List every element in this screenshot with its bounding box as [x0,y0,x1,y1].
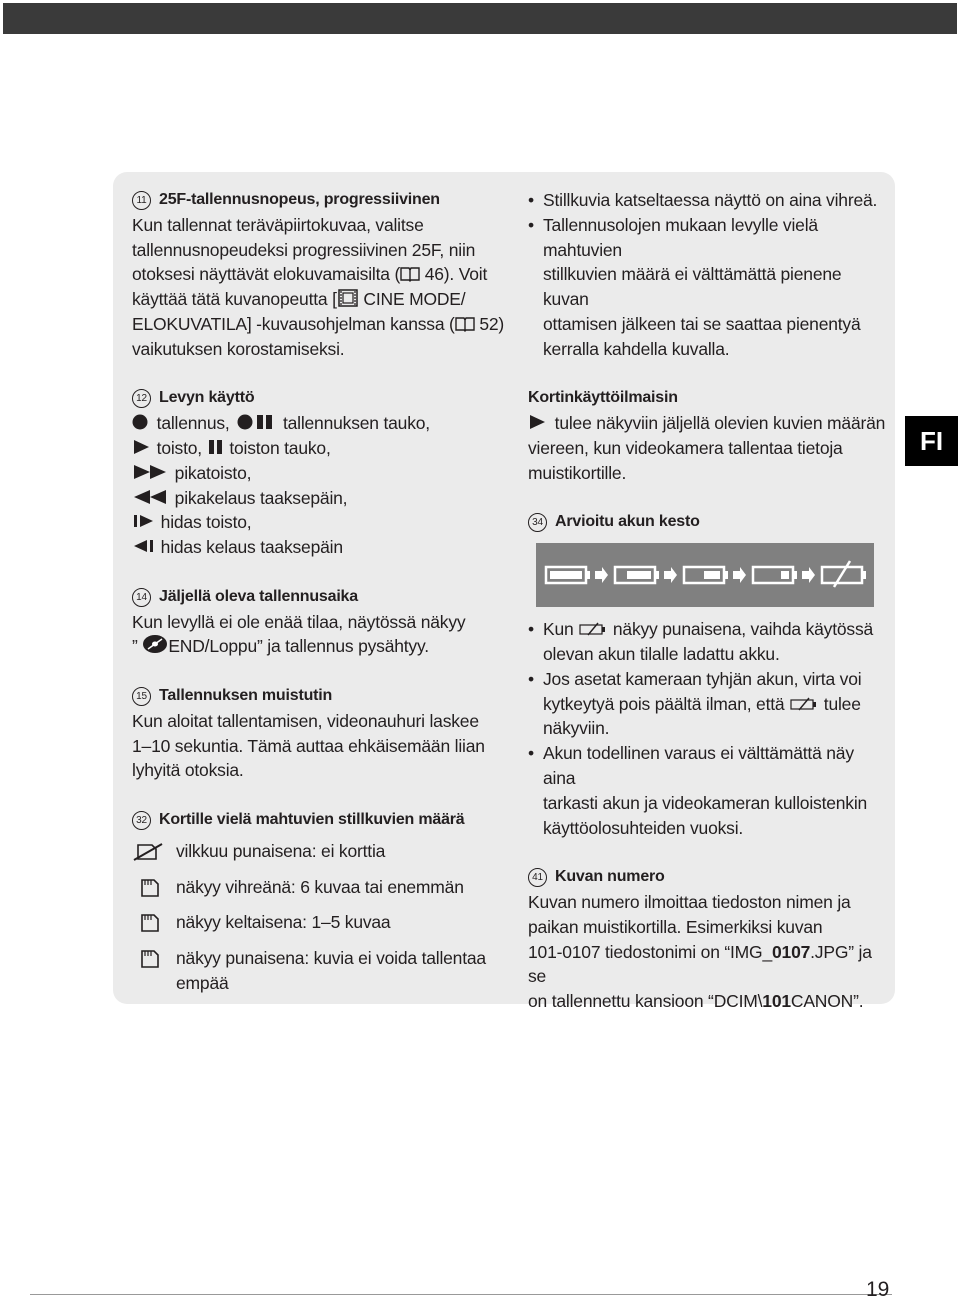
battery-level-icon [753,567,797,583]
battery-levels-graphic [536,543,874,607]
rewind-icon [132,488,170,506]
section-41: 41 Kuvan numero Kuvan numero ilmoittaa tiedoston nimen ja paikan muistikortilla. Esimerkiksi kuvan 101-0107 tiedostonimi on “IMG_0107.JPG” ja se on tallennettu kansioon “DCIM\101CANON”. [528,865,890,1014]
disc-icon [142,634,168,654]
play-icon [132,438,152,456]
cine-film-icon [337,289,359,307]
book-icon [455,316,475,332]
card-status-row: näkyy vihreänä: 6 kuvaa tai enemmän [132,875,512,905]
still-notes: • Stillkuvia katseltaessa näyttö on aina vihreä. • Tallennusolojen mukaan levylle vielä mahtuvien stillkuvien määrä ei välttämättä pienene kuvan ottamisen jälkeen tai se saattaa pienentyä kerralla kahdella kuvalla. [528,188,890,362]
section-32 [132,808,512,996]
section-14: 14 Jäljellä oleva tallennusaika Kun levyllä ei ole enää tilaa, näytössä näkyy ” END/Loppu” ja tallennus pysähtyy. [132,585,512,659]
battery-level-icon [615,567,659,583]
section-15: 15 Tallennuksen muistutin Kun aloitat tallentamisen, videonauhuri laskee 1–10 sekuntia. Tämä auttaa ehkäisemään liian lyhyitä otoksia. [132,684,512,783]
card-status-row: näkyy keltaisena: 1–5 kuvaa [132,910,512,940]
record-pause-icon [234,413,278,431]
battery-level-icon [822,561,866,587]
left-column [132,188,512,1021]
page-number: 19 [866,1278,890,1301]
section-34-heading: 34 Arvioitu akun kesto [528,510,890,535]
section-34 [528,510,890,607]
card-access-heading: Kortinkäyttöilmaisin [528,389,678,407]
section-11: 11 25F-tallennusnopeus, progressiivinen Kun tallennat teräväpiirtokuvaa, valitse tallennusnopeudeksi progressiivinen 25F, niin otoksesi näyttävät elokuvamaisilta ( 46). Voit käyttää tätä kuvanopeutta [ CINE MODE/ ELOKUVATILA] -kuvausohjelman kanssa ( 52) vaikutuksen korostamiseksi. [132,188,512,362]
fast-forward-icon [132,463,170,481]
memory-card-icon [132,913,166,933]
arrow-right-icon [595,567,608,583]
section-14-heading: 14 Jäljellä oleva tallennusaika [132,585,512,610]
arrow-right-icon [802,567,815,583]
card-status-row: näkyy punaisena: kuvia ei voida tallentaa empää [132,946,512,996]
section-12: 12 Levyn käyttö tallennus, tallennuksen tauko, toisto, toiston tauko, pikatoisto, pikakelaus taaksepäin, hidas toisto, hidas kelaus taaksepäin [132,386,512,560]
pause-icon [207,438,225,456]
empty-battery-icon [789,696,819,712]
battery-level-icon [546,567,590,583]
memory-card-icon [132,878,166,898]
language-tab: FI [905,416,958,466]
footer-rule [30,1294,892,1295]
slow-play-icon [132,512,156,530]
arrow-right-icon [664,567,677,583]
card-status-row: vilkkuu punaisena: ei korttia [132,839,512,869]
right-column [528,188,890,1039]
section-32-heading: 32 Kortille vielä mahtuvien stillkuvien määrä [132,808,512,833]
memory-card-icon [132,949,166,969]
battery-level-icon [684,567,728,583]
no-card-icon [132,842,166,862]
top-bar [3,3,957,34]
section-12-heading: 12 Levyn käyttö [132,386,512,411]
battery-level-strip [536,543,874,607]
book-icon [400,266,420,282]
section-11-heading: 11 25F-tallennusnopeus, progressiivinen [132,188,512,213]
empty-battery-icon [578,621,608,637]
slow-reverse-icon [132,537,156,555]
section-15-heading: 15 Tallennuksen muistutin [132,684,512,709]
play-icon [528,413,550,431]
battery-notes: • Kun näkyy punaisena, vaihda käytössä olevan akun tilalle ladattu akku. • Jos asetat kameraan tyhjän akun, virta voi kytkeytyä pois päältä ilman, että tulee näkyviin. • Akun todellinen varaus ei välttämättä näy aina tarkasti akun ja videokameran kulloistenkin käyttöolosuhteiden vuoksi. [528,617,890,840]
card-access-section: Kortinkäyttöilmaisin tulee näkyviin jäljellä olevien kuvien määrän viereen, kun videokamera tallentaa tietoja muistikortille. [528,386,890,485]
record-icon [132,413,152,431]
section-41-heading: 41 Kuvan numero [528,865,890,890]
arrow-right-icon [733,567,746,583]
